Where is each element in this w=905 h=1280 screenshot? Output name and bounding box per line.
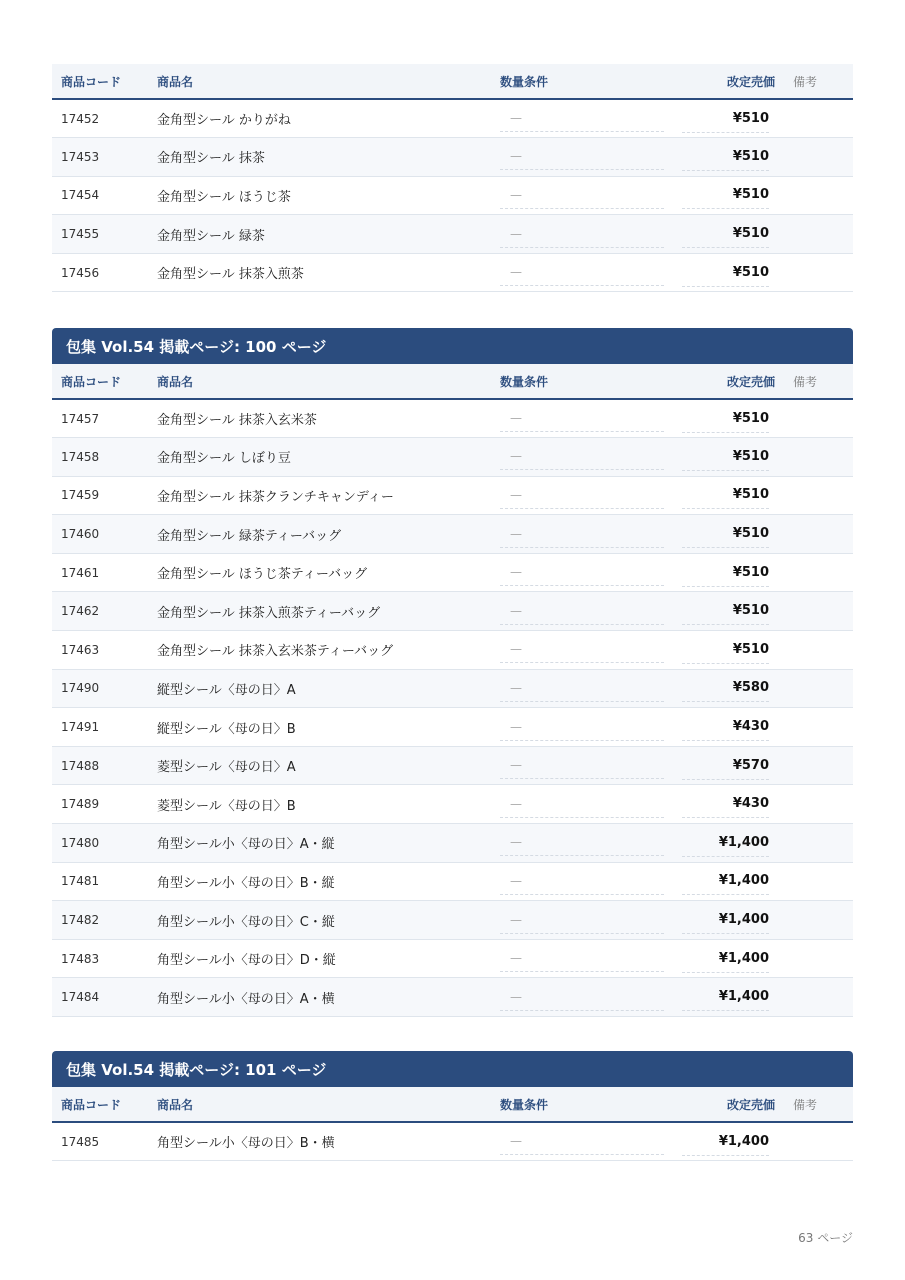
remarks (779, 399, 853, 438)
price-value: ¥510 (682, 111, 769, 133)
remarks (779, 669, 853, 708)
remarks (779, 438, 853, 477)
product-name: 金角型シール 抹茶入玄米茶 (157, 413, 317, 429)
header-price: 改定売価 (726, 74, 775, 89)
header-note: 備考 (793, 374, 818, 389)
table-header-row (52, 1087, 853, 1122)
table-row (52, 746, 853, 785)
table-row (52, 631, 853, 670)
product-code: 17457 (61, 411, 100, 426)
quantity-condition (491, 862, 673, 901)
table-header-row (52, 364, 853, 399)
remarks (779, 978, 853, 1017)
price-value: ¥1,400 (682, 951, 769, 973)
product-code: 17454 (61, 188, 100, 203)
remarks (779, 138, 853, 177)
quantity-value: — (500, 1134, 664, 1155)
price-value: ¥510 (682, 149, 769, 171)
table-row (52, 901, 853, 940)
remarks (779, 99, 853, 138)
product-code: 17458 (61, 449, 100, 464)
product-code: 17490 (61, 681, 100, 696)
table-row (52, 862, 853, 901)
revised-price (673, 476, 779, 515)
remarks (779, 476, 853, 515)
revised-price (673, 215, 779, 254)
quantity-value: — (500, 265, 664, 286)
quantity-condition (491, 708, 673, 747)
header-note: 備考 (793, 74, 818, 89)
product-code: 17481 (61, 874, 100, 889)
product-name: 金角型シール ほうじ茶 (157, 189, 291, 205)
price-value: ¥510 (682, 411, 769, 433)
remarks (779, 824, 853, 863)
product-name: 角型シール小〈母の日〉A・縦 (157, 837, 335, 853)
quantity-value: — (500, 488, 664, 509)
price-value: ¥1,400 (682, 1134, 769, 1156)
quantity-condition (491, 515, 673, 554)
table-row (52, 978, 853, 1017)
product-code: 17489 (61, 797, 100, 812)
remarks (779, 176, 853, 215)
quantity-condition (491, 939, 673, 978)
quantity-condition (491, 476, 673, 515)
revised-price (673, 746, 779, 785)
remarks (779, 901, 853, 940)
revised-price (673, 99, 779, 138)
revised-price (673, 862, 779, 901)
revised-price (673, 553, 779, 592)
quantity-condition (491, 824, 673, 863)
header-name: 商品名 (157, 74, 194, 89)
quantity-value: — (500, 758, 664, 779)
product-name: 縦型シール〈母の日〉B (157, 721, 296, 737)
product-code: 17485 (61, 1134, 100, 1149)
header-qty: 数量条件 (500, 374, 549, 389)
section-title: 包集 Vol.54 掲載ページ: 101 ページ (52, 1051, 853, 1087)
price-value: ¥1,400 (682, 835, 769, 857)
product-code: 17463 (61, 642, 100, 657)
quantity-value: — (500, 874, 664, 895)
table-row (52, 515, 853, 554)
price-table (52, 1087, 853, 1161)
header-price: 改定売価 (726, 374, 775, 389)
quantity-value: — (500, 990, 664, 1011)
table-row (52, 99, 853, 138)
table-row (52, 1122, 853, 1161)
quantity-value: — (500, 149, 664, 170)
quantity-condition (491, 138, 673, 177)
quantity-condition (491, 553, 673, 592)
product-name: 金角型シール ほうじ茶ティーバッグ (157, 567, 368, 583)
table-row (52, 669, 853, 708)
header-price: 改定売価 (726, 1097, 775, 1112)
revised-price (673, 939, 779, 978)
price-value: ¥510 (682, 449, 769, 471)
quantity-condition (491, 253, 673, 292)
product-code: 17480 (61, 835, 100, 850)
table-row (52, 708, 853, 747)
quantity-value: — (500, 835, 664, 856)
table-row (52, 215, 853, 254)
quantity-condition (491, 176, 673, 215)
price-value: ¥510 (682, 526, 769, 548)
remarks (779, 215, 853, 254)
product-name: 金角型シール 抹茶入煎茶ティーバッグ (157, 605, 381, 621)
product-code: 17461 (61, 565, 100, 580)
revised-price (673, 669, 779, 708)
quantity-value: — (500, 227, 664, 248)
quantity-condition (491, 669, 673, 708)
remarks (779, 862, 853, 901)
section-title: 包集 Vol.54 掲載ページ: 100 ページ (52, 328, 853, 364)
price-value: ¥1,400 (682, 912, 769, 934)
revised-price (673, 1122, 779, 1161)
remarks (779, 553, 853, 592)
remarks (779, 1122, 853, 1161)
header-code: 商品コード (61, 374, 122, 389)
header-qty: 数量条件 (500, 74, 549, 89)
price-value: ¥570 (682, 758, 769, 780)
table-row (52, 438, 853, 477)
table-row (52, 785, 853, 824)
quantity-value: — (500, 604, 664, 625)
product-code: 17488 (61, 758, 100, 773)
remarks (779, 253, 853, 292)
price-value: ¥510 (682, 265, 769, 287)
revised-price (673, 708, 779, 747)
quantity-value: — (500, 449, 664, 470)
product-name: 角型シール小〈母の日〉B・縦 (157, 875, 335, 891)
product-name: 金角型シール 抹茶クランチキャンディー (157, 489, 394, 505)
product-code: 17459 (61, 488, 100, 503)
table-row (52, 253, 853, 292)
table-row (52, 138, 853, 177)
price-table (52, 64, 853, 292)
revised-price (673, 631, 779, 670)
price-value: ¥510 (682, 487, 769, 509)
product-code: 17484 (61, 990, 100, 1005)
product-name: 金角型シール 抹茶 (157, 151, 265, 167)
product-name: 金角型シール かりがね (157, 113, 291, 129)
price-value: ¥510 (682, 642, 769, 664)
price-value: ¥510 (682, 226, 769, 248)
table-row (52, 824, 853, 863)
quantity-condition (491, 99, 673, 138)
quantity-value: — (500, 642, 664, 663)
table-row (52, 592, 853, 631)
revised-price (673, 515, 779, 554)
quantity-condition (491, 399, 673, 438)
remarks (779, 592, 853, 631)
quantity-value: — (500, 111, 664, 132)
product-name: 縦型シール〈母の日〉A (157, 682, 296, 698)
quantity-condition (491, 438, 673, 477)
product-name: 金角型シール 緑茶 (157, 228, 265, 244)
quantity-condition (491, 746, 673, 785)
product-name: 角型シール小〈母の日〉C・縦 (157, 914, 335, 930)
remarks (779, 708, 853, 747)
product-code: 17460 (61, 527, 100, 542)
product-table-section (52, 1051, 853, 1161)
price-value: ¥430 (682, 796, 769, 818)
revised-price (673, 901, 779, 940)
price-value: ¥430 (682, 719, 769, 741)
remarks (779, 746, 853, 785)
product-code: 17482 (61, 913, 100, 928)
product-code: 17455 (61, 227, 100, 242)
header-code: 商品コード (61, 74, 122, 89)
quantity-condition (491, 785, 673, 824)
product-name: 金角型シール 抹茶入玄米茶ティーバッグ (157, 644, 394, 660)
remarks (779, 631, 853, 670)
quantity-value: — (500, 720, 664, 741)
product-name: 金角型シール しぼり豆 (157, 451, 291, 467)
product-code: 17483 (61, 951, 100, 966)
revised-price (673, 592, 779, 631)
table-row (52, 939, 853, 978)
product-name: 金角型シール 緑茶ティーバッグ (157, 528, 342, 544)
price-value: ¥510 (682, 565, 769, 587)
quantity-value: — (500, 527, 664, 548)
quantity-condition (491, 978, 673, 1017)
header-name: 商品名 (157, 1097, 194, 1112)
remarks (779, 515, 853, 554)
price-value: ¥510 (682, 187, 769, 209)
price-value: ¥510 (682, 603, 769, 625)
product-name: 角型シール小〈母の日〉B・横 (157, 1136, 335, 1152)
product-code: 17452 (61, 111, 100, 126)
header-note: 備考 (793, 1097, 818, 1112)
product-name: 角型シール小〈母の日〉D・縦 (157, 953, 336, 969)
quantity-value: — (500, 188, 664, 209)
product-code: 17456 (61, 265, 100, 280)
revised-price (673, 253, 779, 292)
table-row (52, 476, 853, 515)
remarks (779, 785, 853, 824)
quantity-value: — (500, 681, 664, 702)
revised-price (673, 978, 779, 1017)
quantity-value: — (500, 913, 664, 934)
revised-price (673, 138, 779, 177)
product-code: 17462 (61, 604, 100, 619)
product-code: 17491 (61, 720, 100, 735)
table-row (52, 399, 853, 438)
page-number: 63 ページ (798, 1231, 853, 1245)
remarks (779, 939, 853, 978)
header-code: 商品コード (61, 1097, 122, 1112)
quantity-value: — (500, 565, 664, 586)
header-qty: 数量条件 (500, 1097, 549, 1112)
product-name: 菱型シール〈母の日〉B (157, 798, 296, 814)
quantity-value: — (500, 411, 664, 432)
revised-price (673, 176, 779, 215)
revised-price (673, 399, 779, 438)
revised-price (673, 438, 779, 477)
table-header-row (52, 64, 853, 99)
table-row (52, 176, 853, 215)
product-code: 17453 (61, 149, 100, 164)
quantity-condition (491, 631, 673, 670)
price-value: ¥1,400 (682, 873, 769, 895)
product-table-section (52, 328, 853, 1017)
revised-price (673, 824, 779, 863)
price-value: ¥580 (682, 680, 769, 702)
product-name: 角型シール小〈母の日〉A・横 (157, 991, 335, 1007)
quantity-condition (491, 1122, 673, 1161)
quantity-condition (491, 901, 673, 940)
product-name: 金角型シール 抹茶入煎茶 (157, 267, 304, 283)
quantity-condition (491, 592, 673, 631)
table-row (52, 553, 853, 592)
price-table (52, 364, 853, 1017)
product-table-section (52, 64, 853, 292)
revised-price (673, 785, 779, 824)
quantity-condition (491, 215, 673, 254)
quantity-value: — (500, 797, 664, 818)
header-name: 商品名 (157, 374, 194, 389)
quantity-value: — (500, 951, 664, 972)
product-name: 菱型シール〈母の日〉A (157, 760, 296, 776)
price-value: ¥1,400 (682, 989, 769, 1011)
